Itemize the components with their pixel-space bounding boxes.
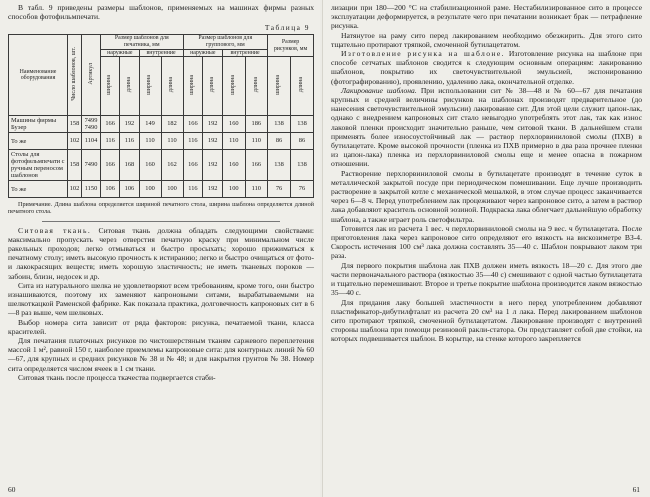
cell-value: 166 xyxy=(101,150,120,181)
cell-value: 160 xyxy=(139,150,161,181)
cell-article: 1150 xyxy=(82,181,101,198)
cell-value: 100 xyxy=(139,181,161,198)
cell-article: 7499 7490 xyxy=(82,116,101,133)
paragraph: Растворение перхлорвиниловой смолы в бутилацетате производят в течение суток в металлической закрытой посуде при периодическом помешивании. Еще лучше производить растворение в закрытой котле с механической мешалкой, в этом случае процесс заканчивается через 6—8 ч. Перед употреблением лак процеживают через капроновое сито, а затем в раствор лака добавляют краситель основной эозиной. Подкраска лака облегчает дальнейшую обработку шаблона, а также играет роль светофильтра. xyxy=(331,168,642,224)
cell-count: 102 xyxy=(68,133,82,150)
divider xyxy=(42,221,280,222)
cell-value: 106 xyxy=(101,181,120,198)
col-equipment: Наименование оборудования xyxy=(9,35,68,116)
cell-article: 1104 xyxy=(82,133,101,150)
col-length: длина xyxy=(161,57,183,116)
paragraph: Для придания лаку большей эластичности в него перед употреблением добавляют пластификатор-дибутилфталат из расчета 20 см³ на 1 л лака. Перед лакированием шаблонов сито протирают тряпкой, смоченной бутилацетатом. Лакирование производят с внутренней стороны шаблона при помощи резиновой ракли-статора. Он представляет собой две стойки, на которых подвешивается шаблон. В корытце, на стенке которого закрепляется xyxy=(331,297,642,344)
cell-value: 110 xyxy=(245,133,268,150)
page-number: 60 xyxy=(8,485,16,494)
cell-value: 166 xyxy=(245,150,268,181)
cell-value: 100 xyxy=(161,181,183,198)
paragraph: Для печатания платочных рисунков по чистошерстяным тканям саржевого переплетения массой 1 м², равной 150 г, наиболее приемлемы капроновые сита: для контурных линий № 60—67, для крупных и средних рисунков № 38 и № 48; и для накрытия грунтов № 38. Номер сита определяется числом ячеек в 1 см ткани. xyxy=(8,336,314,373)
cell-value: 116 xyxy=(183,133,203,150)
paragraph-lacquering: Лакирование шаблона. При использовании сит № 38—48 и № 60—67 для печатания крупных и средней величины рисунков на шаблонах производят предварительное (до нанесения светочувствительной эмульсии) лакирование сит. Для этой цели служит цапон-лак, однако с внедрением капроновых сит стало невыгодно употреблять этот лак, так как износ лаковой пленки происходит значительно раньше, чем ситовой ткани. В дальнейшем стали применять более износоустойчивый лак — раствор перхлорвиниловой смолы (ПХВ) в бутилацетате. Кроме высокой прочности (пленка из ПХВ примерно в два раза прочнее пленки из цапон-лака) пленка из перхлорвиниловой смолы еще и менее опасна в пожарном отношении. xyxy=(331,85,642,169)
col-length: длина xyxy=(120,57,139,116)
cell-value: 116 xyxy=(183,181,203,198)
cell-value: 149 xyxy=(139,116,161,133)
stencil-size-table xyxy=(8,34,314,198)
table-row xyxy=(9,116,314,133)
cell-name: То же xyxy=(9,181,68,198)
cell-value: 76 xyxy=(290,181,313,198)
cell-value: 160 xyxy=(223,150,245,181)
paragraph: лизации при 180—200 °С на стабилизационной раме. Нестабилизированное сито в процессе эксплуатации деформируется, в результате чего при печатании возникает брак — петрафление рисунка. xyxy=(331,3,642,31)
cell-value: 100 xyxy=(223,181,245,198)
cell-article: 7490 xyxy=(82,150,101,181)
paragraph: Для первого покрытия шаблона лак ПХВ должен иметь вязкость 18—20 с. Для этого две части первоначального раствора (вязкостью 35—40 с) смешивают с одной частью бутилацетата и тщательно перемешивают. Второе и третье покрытие шаблона производится лаком вязкостью 35—40 с. xyxy=(331,260,642,298)
sub-outer-2: наружные xyxy=(183,49,223,57)
cell-value: 110 xyxy=(245,181,268,198)
table-note: Примечание. Длина шаблона определяется шириной печатного стола, ширина шаблона определяется длиной печатного стола. xyxy=(8,201,314,216)
paragraph: Готовится лак из расчета 1 вес. ч перхлорвиниловой смолы на 9 вес. ч бутилацетата. После приготовления лака через капроновое сито определяют его вязкость на вискозиметре ВЗ-4. Скорость истечения 100 см³ лака должна составлять 35—40 с. Шаблон покрывают лаком три раза. xyxy=(331,223,642,261)
sub-inner-1: внутренние xyxy=(139,49,183,57)
paragraph-sieve-fabric: Ситовая ткань. Ситовая ткань должна обладать следующими свойствами: максимально пропускать через отверстия печатную краску при минимальном числе ракельных проходов; легко отмываться и быстро просыхать; хорошо прижиматься к печатному столу; иметь высокую прочность к истиранию; легко и быстро очищаться от фото- и лакокрасящих веществ; иметь хорошую эластичность; не иметь тканевых пороков — забоин, близн, недосек и др. xyxy=(8,225,314,281)
paragraph: Ситовая ткань после процесса ткачества подвергается стаби- xyxy=(18,372,216,382)
section-lead: Лакирование шаблона. xyxy=(341,85,417,95)
cell-value: 110 xyxy=(223,133,245,150)
cell-value: 160 xyxy=(223,116,245,133)
paragraph: Сита из натурального шелка не удовлетворяют всем требованиям, кроме того, они быстро изнашиваются, поэтому их заменяют капроновыми ситами, вырабатываемыми на шелкоткацкой Раменской фабрике. Как показала практика, долговечность капроновых сит в 6—8 раз выше, чем шелковых. xyxy=(8,280,314,318)
cell-value: 192 xyxy=(120,116,139,133)
table-row xyxy=(9,133,314,150)
col-width: ширина xyxy=(223,57,245,116)
table-row xyxy=(9,150,314,181)
col-stencil-count: Число шаблонов, шт. xyxy=(68,35,82,116)
paragraph: Натянутое на раму сито перед лакированием необходимо обезжирить. Для этого сито тщательно протирают тряпкой, смоченной бутилацетатом. xyxy=(331,30,642,49)
section-lead: Изготовление рисунка на шаблоне. xyxy=(341,49,505,59)
table-title: Таблица 9 xyxy=(264,23,310,33)
cell-count: 158 xyxy=(68,116,82,133)
cell-value: 192 xyxy=(203,116,223,133)
cell-value: 192 xyxy=(203,150,223,181)
cell-value: 166 xyxy=(101,116,120,133)
col-width: ширина xyxy=(139,57,161,116)
cell-name: Столы для фотофильмпечати с ручным переносом шаблонов xyxy=(9,150,68,181)
sub-inner-2: внутренние xyxy=(223,49,268,57)
cell-value: 116 xyxy=(120,133,139,150)
cell-value: 186 xyxy=(245,116,268,133)
cell-value: 192 xyxy=(203,181,223,198)
cell-value: 86 xyxy=(268,133,291,150)
left-page xyxy=(0,0,320,497)
cell-value: 192 xyxy=(203,133,223,150)
group-group: Размер шаблонов для группового, мм xyxy=(183,35,268,49)
col-width: ширина xyxy=(101,57,120,116)
cell-name: Машины фирмы Буэер xyxy=(9,116,68,133)
cell-value: 182 xyxy=(161,116,183,133)
col-length: длина xyxy=(203,57,223,116)
cell-count: 158 xyxy=(68,150,82,181)
cell-value: 138 xyxy=(268,116,291,133)
page-number: 61 xyxy=(632,485,640,494)
cell-value: 110 xyxy=(161,133,183,150)
group-large: Размер рисунков, мм xyxy=(268,35,314,57)
group-printer: Размер шаблонов для печатника, мм xyxy=(101,35,184,49)
sub-outer-1: наружные xyxy=(101,49,140,57)
paragraph: Выбор номера сита зависит от ряда факторов: рисунка, печатаемой ткани, класса красителей. xyxy=(8,317,314,336)
col-width: ширина xyxy=(183,57,203,116)
cell-value: 166 xyxy=(183,150,203,181)
col-width: ширина xyxy=(268,57,291,116)
cell-value: 162 xyxy=(161,150,183,181)
cell-value: 116 xyxy=(101,133,120,150)
cell-name: То же xyxy=(9,133,68,150)
col-article: Артикул xyxy=(82,35,101,116)
right-page xyxy=(322,0,650,497)
cell-value: 76 xyxy=(268,181,291,198)
cell-value: 138 xyxy=(290,116,313,133)
cell-value: 166 xyxy=(183,116,203,133)
cell-value: 110 xyxy=(139,133,161,150)
cell-value: 106 xyxy=(120,181,139,198)
paragraph-pattern-making: Изготовление рисунка на шаблоне. Изготовление рисунка на шаблоне при способе сетчатых шаблонов сводится к следующим основным операциям: лакированию шаблонов, покрытию их светочувствительной эмульсией, экспонированию (фотографированию), проявлению, удалению лака, окончательной отделке. xyxy=(331,49,642,86)
cell-value: 138 xyxy=(290,150,313,181)
cell-value: 86 xyxy=(290,133,313,150)
col-length: длина xyxy=(245,57,268,116)
intro-paragraph: В табл. 9 приведены размеры шаблонов, применяемых на машинах фирмы разных способов фотофильмпечати. xyxy=(8,3,314,22)
cell-count: 102 xyxy=(68,181,82,198)
cell-value: 168 xyxy=(120,150,139,181)
col-length: длина xyxy=(290,57,313,116)
cell-value: 138 xyxy=(268,150,291,181)
table-row xyxy=(9,181,314,198)
section-lead: Ситовая ткань. xyxy=(18,225,92,235)
